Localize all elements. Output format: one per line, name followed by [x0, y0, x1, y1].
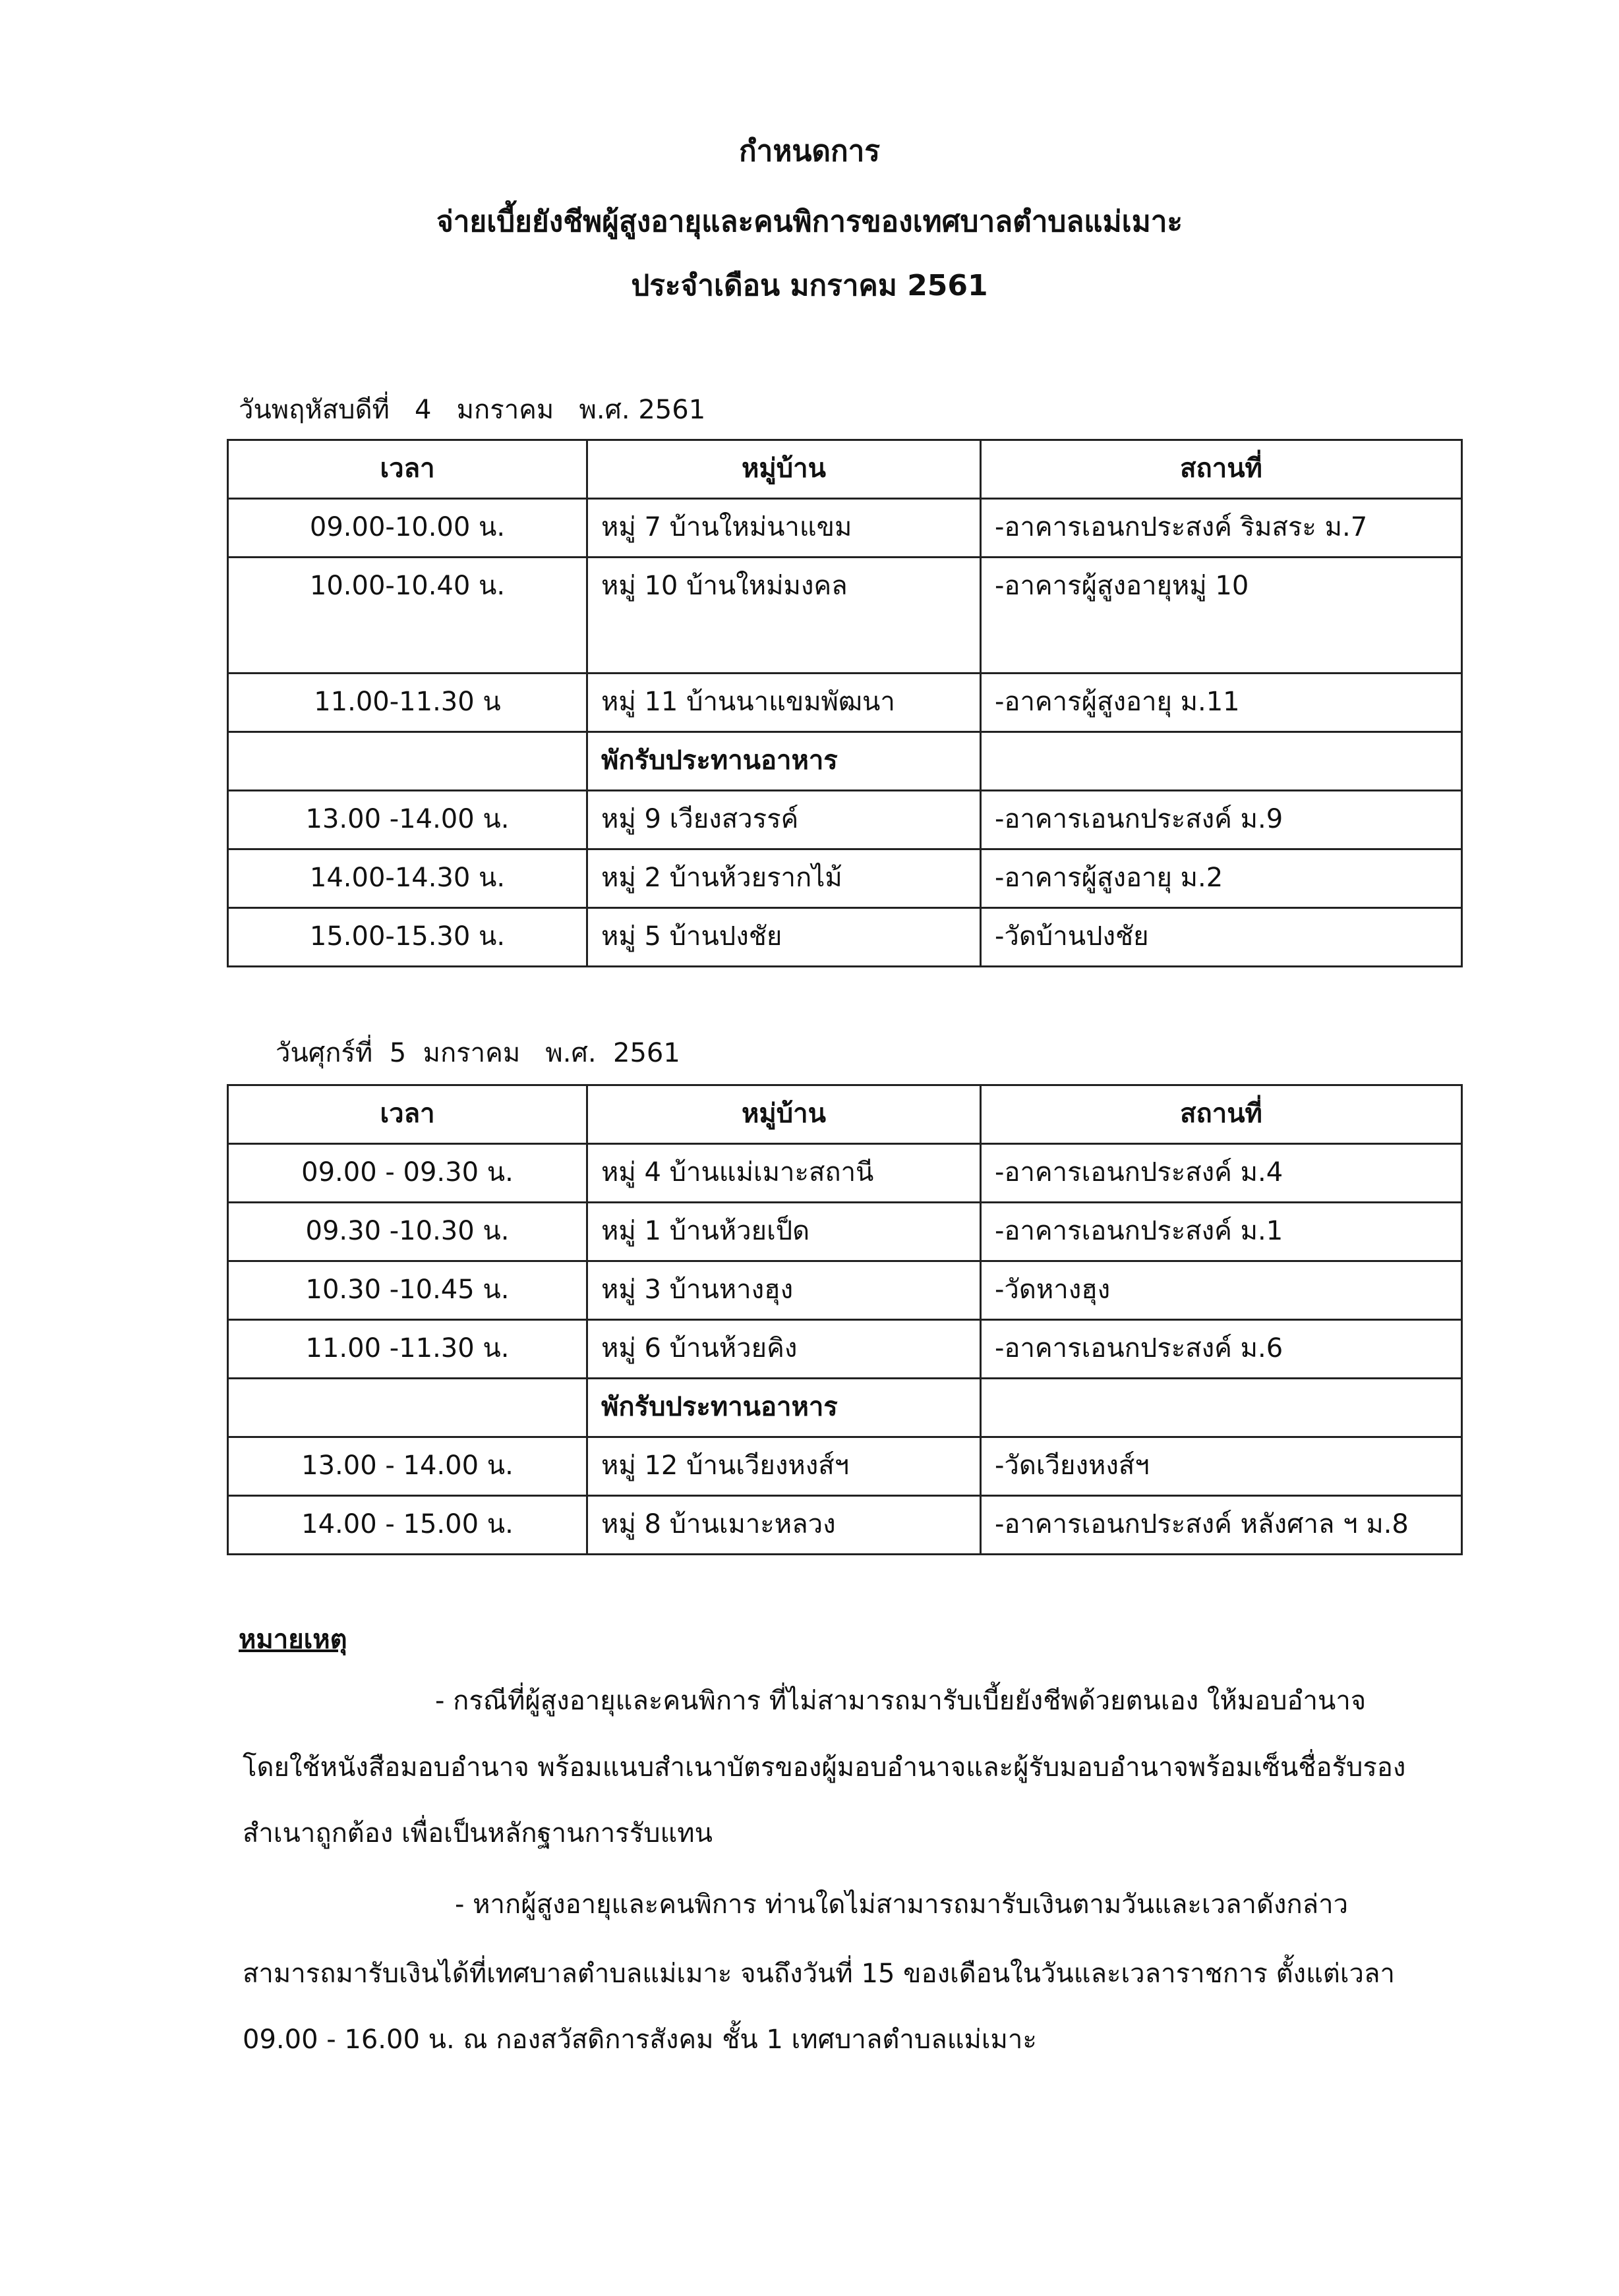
- table-row: [228, 1144, 1462, 1203]
- note-line: สามารถมารับเงินได้ที่เทศบาลตำบลแม่เมาะ จนถึงวันที่ 15 ของเดือนในวันและเวลาราชการ ตั้งแต่เวลา: [243, 1959, 1395, 1989]
- table-row: [228, 499, 1462, 558]
- cell-place: -อาคารผู้สูงอายุหมู่ 10: [981, 558, 1462, 674]
- cell-place: -อาคารผู้สูงอายุ ม.2: [981, 849, 1462, 908]
- cell-village: หมู่ 11 บ้านนาแขมพัฒนา: [587, 674, 981, 732]
- col-header-place: สถานที่: [981, 1085, 1462, 1144]
- cell-time: 13.00 -14.00 น.: [228, 791, 587, 849]
- col-header-village: หมู่บ้าน: [587, 440, 981, 499]
- cell-place: -วัดหางฮุง: [981, 1261, 1462, 1320]
- day2-label: วันศุกร์ที่ 5 มกราคม พ.ศ. 2561: [276, 1038, 680, 1068]
- table-row: [228, 1437, 1462, 1496]
- table-header-row: [228, 1085, 1462, 1144]
- cell-time: 11.00 -11.30 น.: [228, 1320, 587, 1379]
- cell-time: [228, 1379, 587, 1437]
- cell-village: หมู่ 2 บ้านห้วยรากไม้: [587, 849, 981, 908]
- col-header-village: หมู่บ้าน: [587, 1085, 981, 1144]
- note-line: สำเนาถูกต้อง เพื่อเป็นหลักฐานการรับแทน: [243, 1818, 713, 1849]
- cell-place: -อาคารเอนกประสงค์ ริมสระ ม.7: [981, 499, 1462, 558]
- table-row: [228, 1261, 1462, 1320]
- cell-place: -อาคารเอนกประสงค์ ม.6: [981, 1320, 1462, 1379]
- cell-village: หมู่ 10 บ้านใหม่มงคล: [587, 558, 981, 674]
- cell-place: -อาคารเอนกประสงค์ หลังศาล ฯ ม.8: [981, 1496, 1462, 1555]
- cell-time: 15.00-15.30 น.: [228, 908, 587, 967]
- cell-time: [228, 732, 587, 791]
- cell-time: 11.00-11.30 น: [228, 674, 587, 732]
- table-row: [228, 1203, 1462, 1261]
- doc-subtitle: จ่ายเบี้ยยังชีพผู้สูงอายุและคนพิการของเทศบาลตำบลแม่เมาะ: [436, 205, 1183, 239]
- schedule-table-day2: [227, 1084, 1463, 1555]
- cell-place: -วัดบ้านปงชัย: [981, 908, 1462, 967]
- cell-place: -อาคารเอนกประสงค์ ม.9: [981, 791, 1462, 849]
- table-row: [228, 1320, 1462, 1379]
- cell-place: -วัดเวียงหงส์ฯ: [981, 1437, 1462, 1496]
- cell-time: 09.00 - 09.30 น.: [228, 1144, 587, 1203]
- cell-village: หมู่ 3 บ้านหางฮุง: [587, 1261, 981, 1320]
- col-header-place: สถานที่: [981, 440, 1462, 499]
- notes-title: หมายเหตุ: [239, 1624, 347, 1655]
- note-line: 09.00 - 16.00 น. ณ กองสวัสดิการสังคม ชั้น 1 เทศบาลตำบลแม่เมาะ: [243, 2024, 1037, 2055]
- cell-place: -อาคารเอนกประสงค์ ม.4: [981, 1144, 1462, 1203]
- cell-time: 10.30 -10.45 น.: [228, 1261, 587, 1320]
- table-row: [228, 674, 1462, 732]
- table-header-row: [228, 440, 1462, 499]
- cell-village: หมู่ 4 บ้านแม่เมาะสถานี: [587, 1144, 981, 1203]
- cell-lunch-break: พักรับประทานอาหาร: [587, 732, 981, 791]
- lunch-break-row: [228, 1379, 1462, 1437]
- cell-place: [981, 732, 1462, 791]
- cell-village: หมู่ 7 บ้านใหม่นาแขม: [587, 499, 981, 558]
- cell-village: หมู่ 12 บ้านเวียงหงส์ฯ: [587, 1437, 981, 1496]
- cell-village: หมู่ 8 บ้านเมาะหลวง: [587, 1496, 981, 1555]
- cell-place: -อาคารผู้สูงอายุ ม.11: [981, 674, 1462, 732]
- table-row: [228, 1496, 1462, 1555]
- note-line: โดยใช้หนังสือมอบอำนาจ พร้อมแนบสำเนาบัตรของผู้มอบอำนาจและผู้รับมอบอำนาจพร้อมเซ็นชื่อรับรอง: [243, 1752, 1406, 1783]
- table-row: [228, 849, 1462, 908]
- cell-time: 09.00-10.00 น.: [228, 499, 587, 558]
- cell-time: 14.00-14.30 น.: [228, 849, 587, 908]
- cell-lunch-break: พักรับประทานอาหาร: [587, 1379, 981, 1437]
- cell-time: 10.00-10.40 น.: [228, 558, 587, 674]
- table-row: [228, 791, 1462, 849]
- table-row: [228, 908, 1462, 967]
- table-row: [228, 558, 1462, 674]
- col-header-time: เวลา: [228, 440, 587, 499]
- cell-time: 09.30 -10.30 น.: [228, 1203, 587, 1261]
- cell-place: [981, 1379, 1462, 1437]
- note-line: - กรณีที่ผู้สูงอายุและคนพิการ ที่ไม่สามารถมารับเบี้ยยังชีพด้วยตนเอง ให้มอบอำนาจ: [435, 1686, 1367, 1716]
- col-header-time: เวลา: [228, 1085, 587, 1144]
- lunch-break-row: [228, 732, 1462, 791]
- day1-label: วันพฤหัสบดีที่ 4 มกราคม พ.ศ. 2561: [239, 395, 706, 425]
- cell-time: 13.00 - 14.00 น.: [228, 1437, 587, 1496]
- cell-village: หมู่ 6 บ้านห้วยคิง: [587, 1320, 981, 1379]
- cell-time: 14.00 - 15.00 น.: [228, 1496, 587, 1555]
- cell-place: -อาคารเอนกประสงค์ ม.1: [981, 1203, 1462, 1261]
- cell-village: หมู่ 5 บ้านปงชัย: [587, 908, 981, 967]
- doc-title: กำหนดการ: [739, 134, 880, 168]
- doc-month: ประจำเดือน มกราคม 2561: [631, 269, 988, 302]
- schedule-table-day1: [227, 439, 1463, 967]
- note-line: - หากผู้สูงอายุและคนพิการ ท่านใดไม่สามารถมารับเงินตามวันและเวลาดังกล่าว: [455, 1889, 1349, 1920]
- cell-village: หมู่ 9 เวียงสวรรค์: [587, 791, 981, 849]
- cell-village: หมู่ 1 บ้านห้วยเป็ด: [587, 1203, 981, 1261]
